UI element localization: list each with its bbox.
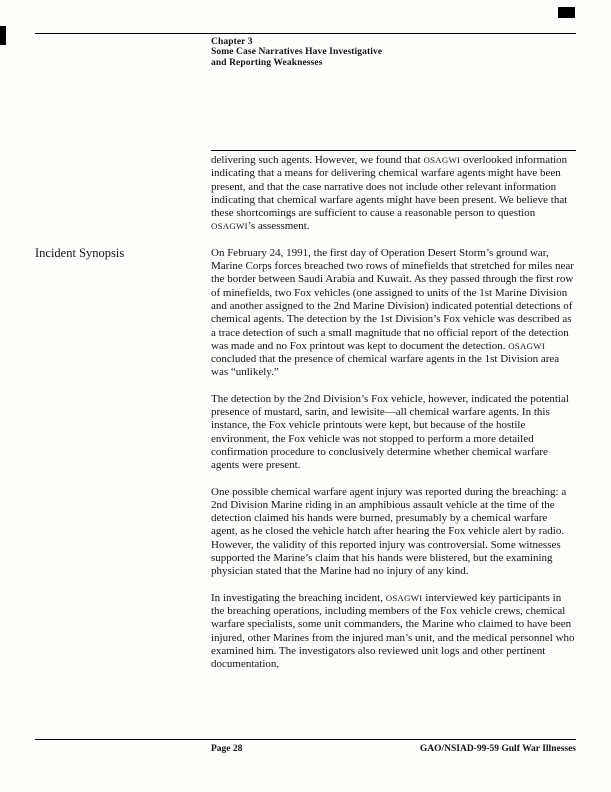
chapter-title-line-1: Some Case Narratives Have Investigative [211,47,383,58]
footer-rule [35,739,576,740]
side-caption-spacer [35,592,211,685]
paragraph-row [35,592,576,685]
paragraph-row [35,154,576,247]
paragraph-row [35,486,576,592]
side-caption-spacer [35,154,211,247]
paragraph-row [35,393,576,486]
header-rule [35,33,576,34]
scan-artifact-left-edge [0,26,6,45]
body-paragraph-4: One possible chemical warfare agent injury was reported during the breaching: a 2nd Division Marine riding in an amphibious assault vehicle at the time of the detection claimed his hands were burned, presumably by a chemical warfare agent, as he closed the vehicle hatch after hearing the Fox vehicle alert by radio. However, the validity of this reported injury was controversial. Some witnesses supported the Marine’s claim that his hands were blistered, but the examining physician stated that the Marine had no injury of any kind. [211,485,567,578]
side-caption-spacer [35,393,211,486]
body-top-rule [211,150,576,151]
side-caption [35,247,211,393]
page-body [35,154,576,684]
running-header [211,37,382,68]
chapter-label: Chapter 3 [211,37,253,47]
page-number: Page 28 [211,744,243,754]
scan-artifact-top-right [558,7,575,18]
paragraph-row [35,247,576,393]
body-paragraph-2: On February 24, 1991, the first day of Operation Desert Storm’s ground war, Marine Corps forces breached two rows of minefields that stretched for miles near the border between Saudi Arabia and Kuwait. As they passed through the first row of minefields, two Fox vehicles (one assigned to units of the 1st Marine Division and another assigned to the 2nd Marine Division) indicated potential detections of chemical agents. The detection by the 1st Division’s Fox vehicle was described as a trace detection of such a small magnitude that no official report of the detection was made and no Fox printout was kept to document the detection. OSAGWI concluded that the presence of chemical warfare agents in the 1st Division area was “unlikely.” [211,246,574,379]
section-heading-incident-synopsis: Incident Synopsis [35,245,125,260]
chapter-title-line-2: and Reporting Weaknesses [211,57,323,68]
body-paragraph-3: The detection by the 2nd Division’s Fox vehicle, however, indicated the potential presence of mustard, sarin, and lewisite—all chemical warfare agents. In this instance, the Fox vehicle printouts were kept, but because of the hostile environment, the Fox vehicle was not stopped to perform a more detailed confirmation procedure to conclusively determine whether chemical warfare agents were present. [211,392,569,472]
side-caption-spacer [35,486,211,592]
body-paragraph-1: delivering such agents. However, we found that OSAGWI overlooked information indicating that a means for delivering chemical warfare agents might have been present, and that the case narrative does not include other relevant information indicating that chemical warfare agents might have been present. We believe that these shortcomings are sufficient to cause a reasonable person to question OSAGWI’s assessment. [211,154,568,233]
report-number: GAO/NSIAD-99-59 Gulf War Illnesses [419,744,576,754]
body-paragraph-5: In investigating the breaching incident, OSAGWI interviewed key participants in the breaching operations, including members of the Fox vehicle crews, chemical warfare specialists, some unit commanders, the Marine who claimed to have been injured, other Marines from the injured man’s unit, and the medical personnel who examined him. The investigators also reviewed unit logs and other pertinent documentation, [211,591,575,671]
